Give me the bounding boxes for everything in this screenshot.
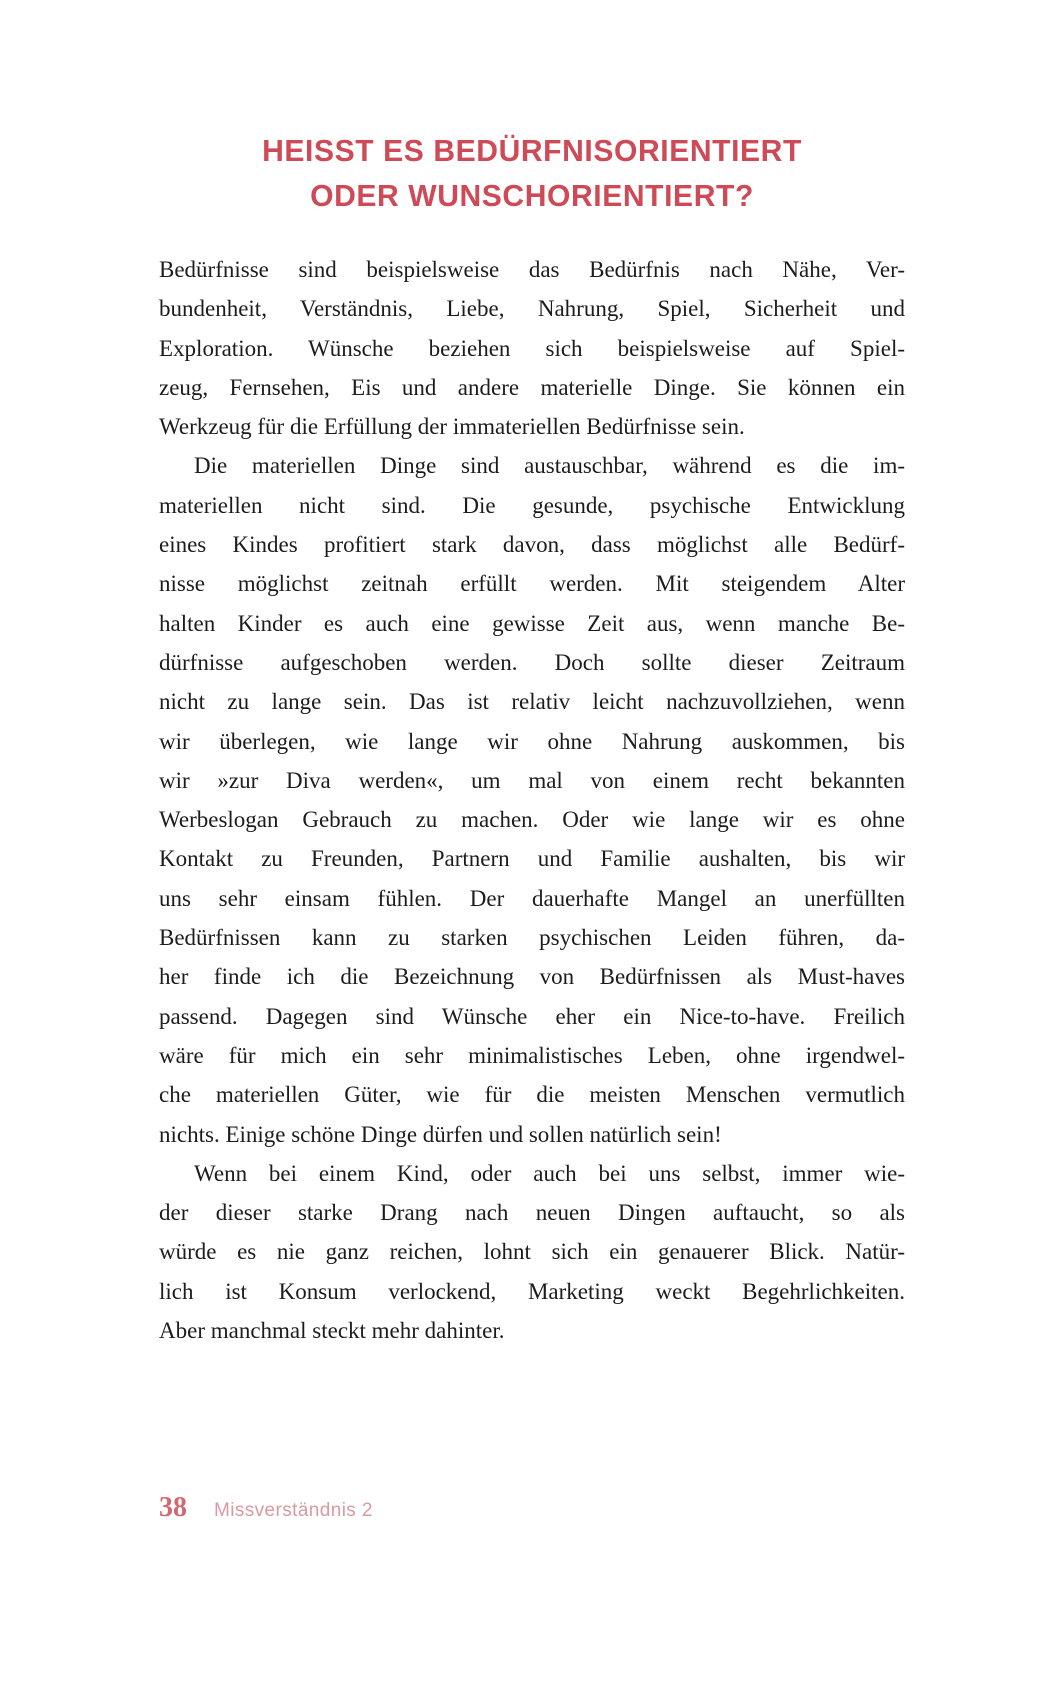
chapter-heading bbox=[159, 128, 905, 218]
running-title: Missverständnis 2 bbox=[214, 1500, 373, 1521]
chapter-heading-line-2: ODER WUNSCHORIENTIERT? bbox=[310, 178, 754, 213]
text-line: uns sehr einsam fühlen. Der dauerhafte Mangel an unerfüllten bbox=[159, 885, 905, 911]
text-line: her finde ich die Bezeichnung von Bedürfnissen als Must-haves bbox=[159, 964, 905, 990]
text-line: Werkzeug für die Erfüllung der immateriellen Bedürfnisse sein. bbox=[159, 414, 745, 440]
text-line: halten Kinder es auch eine gewisse Zeit aus, wenn manche Be- bbox=[159, 610, 905, 636]
text-line: wäre für mich ein sehr minimalistisches Leben, ohne irgendwel- bbox=[159, 1042, 905, 1068]
text-line: würde es nie ganz reichen, lohnt sich ein genauerer Blick. Natür- bbox=[159, 1239, 905, 1265]
page-footer bbox=[159, 1492, 373, 1524]
text-line: eines Kindes profitiert stark davon, dass möglichst alle Bedürf- bbox=[159, 532, 905, 558]
text-line: nicht zu lange sein. Das ist relativ leicht nachzuvollziehen, wenn bbox=[159, 689, 905, 715]
page-number: 38 bbox=[159, 1492, 187, 1523]
chapter-heading-line-1: HEISST ES BEDÜRFNISORIENTIERT bbox=[262, 133, 802, 168]
text-line: dürfnisse aufgeschoben werden. Doch sollte dieser Zeitraum bbox=[159, 649, 905, 675]
text-line: wir »zur Diva werden«, um mal von einem recht bekannten bbox=[159, 767, 905, 793]
text-line: Die materiellen Dinge sind austauschbar, während es die im- bbox=[194, 453, 905, 479]
text-line: Bedürfnisse sind beispielsweise das Bedürfnis nach Nähe, Ver- bbox=[159, 257, 905, 282]
text-line: che materiellen Güter, wie für die meisten Menschen vermutlich bbox=[159, 1082, 905, 1108]
paragraph bbox=[159, 446, 905, 1153]
paragraph bbox=[159, 250, 905, 446]
text-line: Wenn bei einem Kind, oder auch bei uns selbst, immer wie- bbox=[194, 1160, 905, 1186]
body-text bbox=[159, 250, 905, 1350]
text-line: bundenheit, Verständnis, Liebe, Nahrung, Spiel, Sicherheit und bbox=[159, 296, 905, 322]
text-line: materiellen nicht sind. Die gesunde, psychische Entwicklung bbox=[159, 492, 905, 518]
text-line: passend. Dagegen sind Wünsche eher ein Nice-to-have. Freilich bbox=[159, 1003, 905, 1029]
text-line: Aber manchmal steckt mehr dahinter. bbox=[159, 1318, 505, 1344]
text-line: Werbeslogan Gebrauch zu machen. Oder wie lange wir es ohne bbox=[159, 807, 905, 833]
text-line: nisse möglichst zeitnah erfüllt werden. Mit steigendem Alter bbox=[159, 571, 905, 597]
text-line: Exploration. Wünsche beziehen sich beispielsweise auf Spiel- bbox=[159, 335, 905, 361]
text-line: nichts. Einige schöne Dinge dürfen und sollen natürlich sein! bbox=[159, 1121, 722, 1147]
text-line: Bedürfnissen kann zu starken psychischen Leiden führen, da- bbox=[159, 925, 905, 951]
text-line: wir überlegen, wie lange wir ohne Nahrung auskommen, bis bbox=[159, 728, 905, 754]
text-line: lich ist Konsum verlockend, Marketing weckt Begehrlichkeiten. bbox=[159, 1278, 905, 1304]
text-line: Kontakt zu Freunden, Partnern und Familie aushalten, bis wir bbox=[159, 846, 905, 872]
text-line: zeug, Fernsehen, Eis und andere materielle Dinge. Sie können ein bbox=[159, 374, 905, 400]
paragraph bbox=[159, 1154, 905, 1350]
text-line: der dieser starke Drang nach neuen Dingen auftaucht, so als bbox=[159, 1200, 905, 1226]
